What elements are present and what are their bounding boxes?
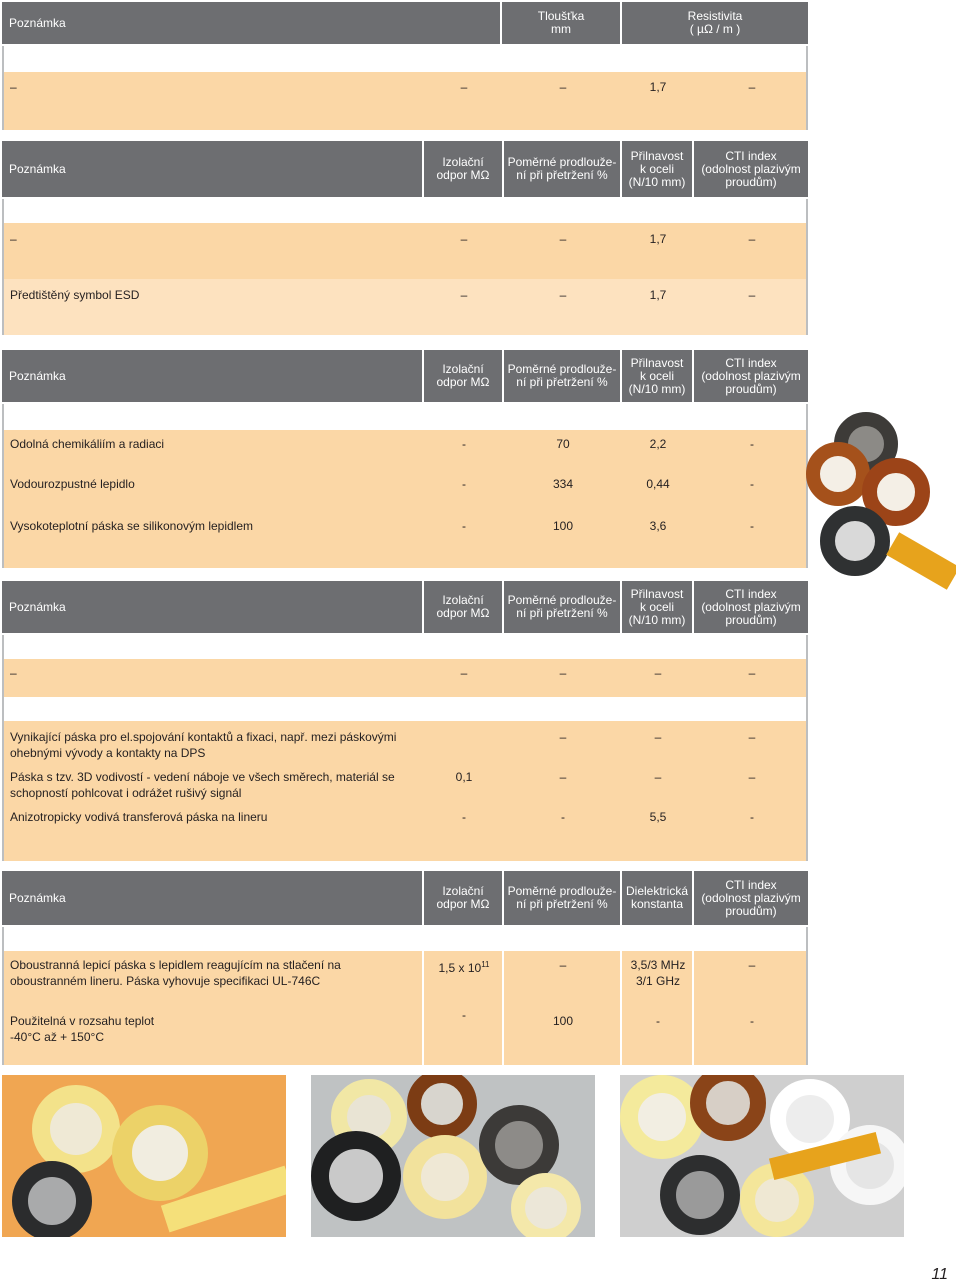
tape-roll-graphic xyxy=(620,1075,704,1159)
table-header xyxy=(2,350,808,402)
tape-roll-graphic xyxy=(32,1085,120,1173)
header-note: Poznámka xyxy=(9,15,66,30)
tape-roll-graphic xyxy=(12,1161,92,1237)
table-row xyxy=(2,951,808,1065)
cell: 70 xyxy=(556,437,570,451)
table-header xyxy=(2,141,808,197)
cell: - xyxy=(750,810,754,824)
cell: 2,2 xyxy=(649,437,667,451)
table-row xyxy=(2,279,808,335)
header-insulation: Izolační odpor MΩ xyxy=(422,871,502,925)
header-note: Poznámka xyxy=(9,368,66,383)
header-note: Poznámka xyxy=(9,161,66,176)
header-insulation: Izolační odpor MΩ xyxy=(422,581,502,633)
cell: – xyxy=(748,80,756,94)
cell: – xyxy=(748,288,756,302)
tape-roll-graphic xyxy=(311,1131,401,1221)
cell-note: Oboustranná lepicí páska s lepidlem reagujícím na stlačení na oboustranném lineru. Páska vyhovuje specifikaci UL-746C xyxy=(10,958,341,988)
cell: 0,44 xyxy=(646,477,670,491)
cell-note: Vynikající páska pro el.spojování kontaktů a fixaci, např. mezi páskovými ohebnými vývody a kontakty na DPS xyxy=(10,730,397,760)
header-insulation: Izolační odpor MΩ xyxy=(422,350,502,402)
cell: – xyxy=(460,80,468,94)
cell-note: – xyxy=(10,232,17,246)
cell: - xyxy=(462,1008,466,1022)
cell: - xyxy=(462,519,466,533)
cell: 3,6 xyxy=(649,519,667,533)
cell: – xyxy=(748,666,756,680)
cell: – xyxy=(748,958,756,972)
cell: – xyxy=(460,666,468,680)
cell: – xyxy=(559,232,567,246)
header-insulation: Izolační odpor MΩ xyxy=(422,141,502,197)
tape-roll-graphic xyxy=(820,506,890,576)
header-elongation: Poměrné prodlouže- ní při přetržení % xyxy=(502,871,620,925)
cell: – xyxy=(559,770,567,784)
cell-note: Vodourozpustné lepidlo xyxy=(10,477,135,491)
cell: 5,5 xyxy=(649,810,667,824)
table-row xyxy=(2,223,808,279)
header-resistivity: Resistivita ( µΩ / m ) xyxy=(620,2,808,44)
cell-note: – xyxy=(10,666,17,680)
header-cti: CTI index (odolnost plazivým proudům) xyxy=(692,350,808,402)
cell: - xyxy=(462,477,466,491)
cell: - xyxy=(561,810,565,824)
cell-note: Vysokoteplotní páska se silikonovým lepidlem xyxy=(10,519,254,533)
insulation-exponent: 11 xyxy=(481,960,490,969)
table-row xyxy=(2,659,808,697)
spacer xyxy=(2,927,808,951)
spacer xyxy=(2,635,808,659)
cell: 1,7 xyxy=(649,288,667,302)
tape-roll-graphic xyxy=(112,1105,208,1201)
header-note: Poznámka xyxy=(9,890,66,905)
cell: – xyxy=(559,958,567,972)
cell: – xyxy=(654,666,662,680)
cell: – xyxy=(654,730,662,744)
spacer xyxy=(2,697,808,721)
cell-note: Odolná chemikáliím a radiaci xyxy=(10,437,165,451)
cell: – xyxy=(654,770,662,784)
header-elongation: Poměrné prodlouže- ní při přetržení % xyxy=(502,350,620,402)
spacer xyxy=(2,404,808,430)
cell: - xyxy=(750,1014,754,1028)
cell: 100 xyxy=(552,1014,574,1028)
cell: 1,7 xyxy=(649,80,667,94)
cell: - xyxy=(462,437,466,451)
photo-yellow-tapes xyxy=(2,1075,286,1237)
cell: – xyxy=(559,288,567,302)
tape-roll-graphic xyxy=(660,1155,740,1235)
cell: - xyxy=(750,477,754,491)
table-header xyxy=(2,2,808,44)
cell: 0,1 xyxy=(455,770,473,784)
cell-note: Anizotropicky vodivá transferová páska na lineru xyxy=(10,810,268,824)
insulation-value: 1,5 x 10 xyxy=(438,961,482,975)
cell: – xyxy=(559,80,567,94)
tape-roll-graphic xyxy=(806,442,870,506)
cell: – xyxy=(559,666,567,680)
cell-note: – xyxy=(10,80,17,94)
header-elongation: Poměrné prodlouže- ní při přetržení % xyxy=(502,141,620,197)
cell: – xyxy=(748,730,756,744)
header-adhesion: Přilnavost k oceli (N/10 mm) xyxy=(620,581,692,633)
tape-roll-graphic xyxy=(511,1173,581,1237)
cell: – xyxy=(460,288,468,302)
tape-roll-graphic xyxy=(403,1135,487,1219)
cell: 3,5/3 MHz 3/1 GHz xyxy=(630,958,686,988)
cell: – xyxy=(748,770,756,784)
tape-strip-graphic xyxy=(886,532,956,590)
table-row xyxy=(2,430,808,568)
cell-note: Páska s tzv. 3D vodivostí - vedení náboje ve všech směrech, materiál se schopností pohlcovat i odrážet rušivý signál xyxy=(10,770,395,800)
cell: - xyxy=(750,519,754,533)
header-dielectric: Dielektrická konstanta xyxy=(620,871,692,925)
header-cti: CTI index (odolnost plazivým proudům) xyxy=(692,871,808,925)
header-elongation: Poměrné prodlouže- ní při přetržení % xyxy=(502,581,620,633)
header-adhesion: Přilnavost k oceli (N/10 mm) xyxy=(620,350,692,402)
table-header xyxy=(2,871,808,925)
header-cti: CTI index (odolnost plazivým proudům) xyxy=(692,141,808,197)
header-cti: CTI index (odolnost plazivým proudům) xyxy=(692,581,808,633)
cell-insulation xyxy=(424,957,504,976)
cell: – xyxy=(748,232,756,246)
cell: - xyxy=(750,437,754,451)
cell: 100 xyxy=(552,519,574,533)
header-adhesion: Přilnavost k oceli (N/10 mm) xyxy=(620,141,692,197)
cell: - xyxy=(462,810,466,824)
page-number: 11 xyxy=(931,1266,948,1283)
cell: 334 xyxy=(552,477,574,491)
header-note: Poznámka xyxy=(9,599,66,614)
photo-tape-pile xyxy=(620,1075,904,1237)
tape-roll-graphic xyxy=(407,1075,477,1139)
spacer xyxy=(2,46,808,72)
tape-rolls-image xyxy=(806,408,956,598)
header-thickness: Tloušťka mm xyxy=(500,2,620,44)
cell: – xyxy=(460,232,468,246)
cell-note: Použitelná v rozsahu teplot -40°C až + 150°C xyxy=(10,1014,155,1044)
table-row xyxy=(2,721,808,861)
spacer xyxy=(2,199,808,223)
table-header xyxy=(2,581,808,633)
cell: - xyxy=(656,1014,660,1028)
table-row xyxy=(2,72,808,130)
photo-mixed-tapes xyxy=(311,1075,595,1237)
cell: 1,7 xyxy=(649,232,667,246)
cell: – xyxy=(559,730,567,744)
cell-note: Předtištěný symbol ESD xyxy=(10,288,140,302)
